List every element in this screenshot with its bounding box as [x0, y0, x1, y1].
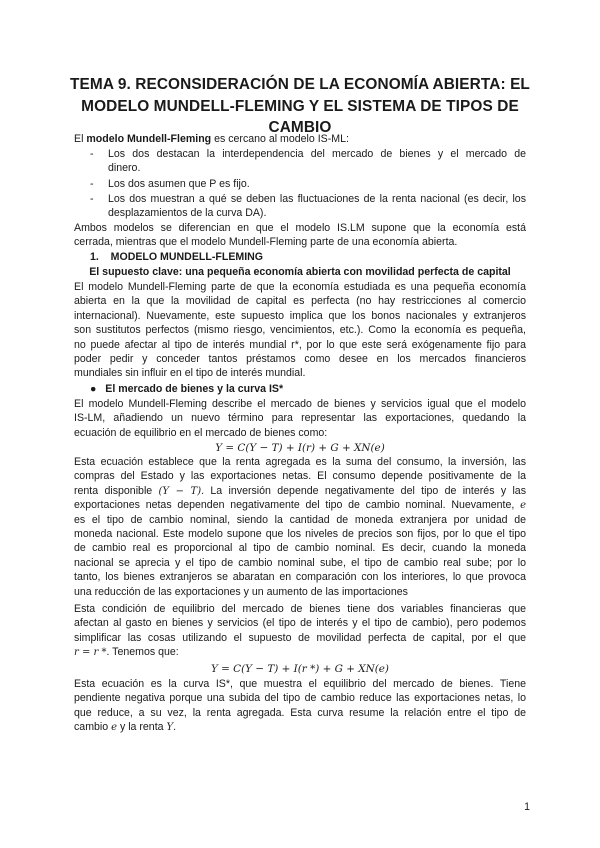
- intro-paragraph: El modelo Mundell-Fleming es cercano al modelo IS-ML:: [74, 133, 349, 145]
- equation-is-star: Y = C(Y − T) + I(r *) + G + XN(e): [211, 663, 389, 675]
- title-line: CAMBIO: [268, 119, 332, 136]
- dash-bullet: -: [90, 193, 94, 205]
- page-number: 1: [524, 801, 530, 813]
- paragraph-ecuacion: Esta ecuación establece que la renta agregada es la suma del consumo, la inversión, las compras del Estado y las exportaciones netas. El consumo depende positivamente de la renta disponible (Y − T). La inversión depende negativamente del tipo de interés y las exportaciones netas dependen negativamente del tipo de cambio nominal. Nuevamente, e es el tipo de cambio nominal, siendo la cantidad de moneda extranjera por unidad de moneda nacional. Este modelo supone que los niveles de precios son fijos, por lo que el tipo de cambio real es proporcional al tipo de cambio nominal. Es decir, cuando la moneda nacional se aprecia y el tipo de cambio nominal sube, el tipo de cambio real sube; por lo tanto, los bienes extranjeros se abaratan en comparación con los interiores, lo que provoca una reducción de las exportaciones y un aumento de las importaciones: [74, 456, 526, 598]
- paragraph-supuesto: El modelo Mundell-Fleming parte de que la economía estudiada es una pequeña economía abierta en la que la movilidad de capital es perfecta (no hay restricciones al comercio internacional). Nuevamente, este supuesto implica que los bonos nacionales y extranjeros son sustitutos perfectos (mismo riesgo, vencimientos, etc.). Como la economía es pequeña, no puede afectar al tipo de interés mundial r*, por lo que este será exógenamente fijo para poder pedir y conceder tantos préstamos como desee en los mercados financieros mundiales sin influir en el tipo de interés mundial.: [74, 281, 526, 380]
- paragraph-ambos: Ambos modelos se diferencian en que el modelo IS.LM supone que la economía está cerrada, mientras que el modelo Mundell-Fleming parte de una economía abierta.: [74, 222, 526, 249]
- dash-bullet: -: [90, 148, 94, 160]
- dash-bullet: -: [90, 178, 94, 190]
- subsection-heading: El supuesto clave: una pequeña economía abierta con movilidad perfecta de capital: [89, 266, 511, 278]
- paragraph-condicion: Esta condición de equilibrio del mercado de bienes tiene dos variables financieras que afectan al gasto en bienes y servicios (el tipo de interés y el tipo de cambio), pero podemos simplificar las cosas utilizando el supuesto de movilidad perfecta de capital, por el que r = r *. Tenemos que:: [74, 603, 526, 659]
- section-heading-2: ● El mercado de bienes y la curva IS*: [90, 383, 284, 395]
- equation-is: Y = C(Y − T) + I(r) + G + XN(e): [215, 442, 385, 454]
- title-line: TEMA 9. RECONSIDERACIÓN DE LA ECONOMÍA ABIERTA: EL: [70, 76, 530, 93]
- paragraph-is-curve: Esta ecuación es la curva IS*, que muestra el equilibrio del mercado de bienes. Tiene pendiente negativa porque una subida del tipo de cambio reduce las exportaciones netas, lo que reduce, a su vez, la renta agregada. Esta curva resume la relación entre el tipo de cambio e y la renta Y.: [74, 678, 526, 734]
- title-line: MODELO MUNDELL-FLEMING Y EL SISTEMA DE TIPOS DE: [81, 97, 519, 115]
- round-bullet: ●: [90, 383, 97, 395]
- list-item: - Los dos muestran a qué se deben las fluctuaciones de la renta nacional (es decir, los desplazamientos de la curva DA).: [90, 193, 526, 220]
- list-item: - Los dos asumen que P es fijo.: [90, 178, 250, 190]
- page-title: [60, 74, 540, 139]
- paragraph-mercado: El modelo Mundell-Fleming describe el mercado de bienes y servicios igual que el modelo IS-LM, añadiendo un nuevo término para representar las exportaciones, quedando la ecuación de equilibrio en el mercado de bienes como:: [74, 398, 526, 439]
- intro-bold-term: modelo Mundell-Fleming: [86, 133, 212, 145]
- section-heading-1: 1. MODELO MUNDELL-FLEMING: [90, 251, 264, 263]
- list-item: - Los dos destacan la interdependencia del mercado de bienes y el mercado de dinero.: [90, 148, 526, 175]
